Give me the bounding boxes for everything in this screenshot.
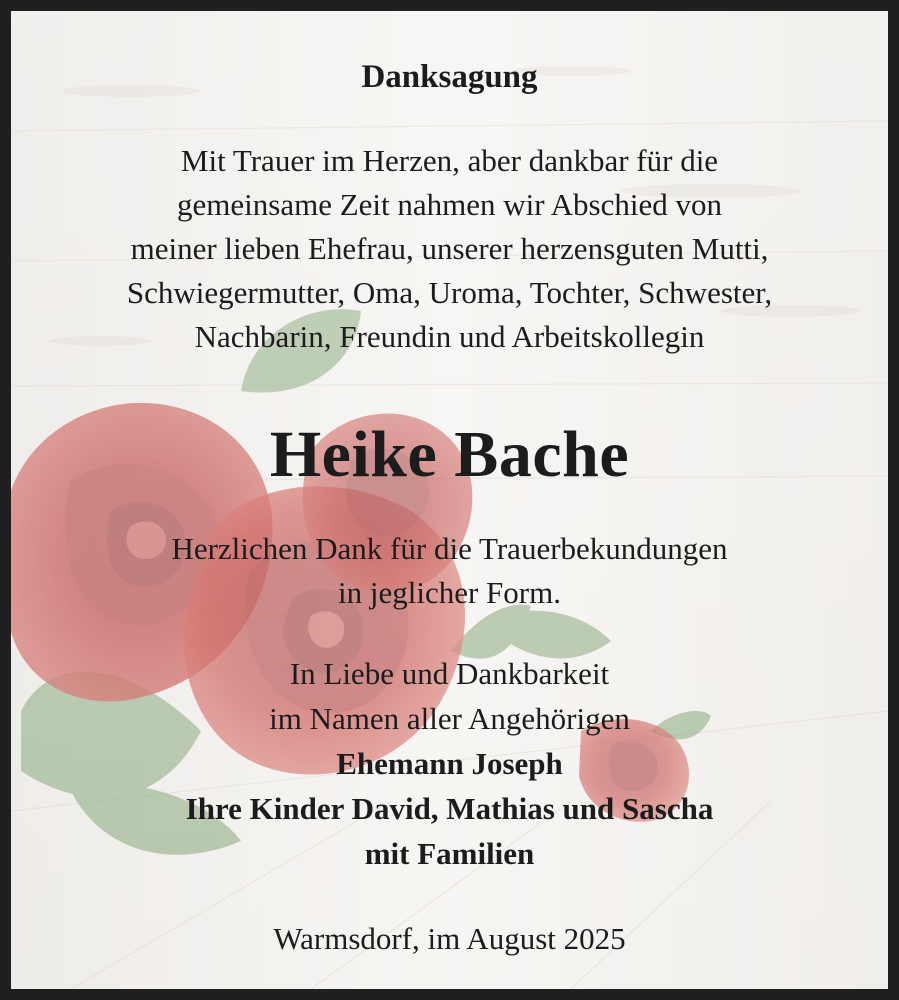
intro-line: Mit Trauer im Herzen, aber dankbar für die xyxy=(180,143,719,178)
deceased-name: Heike Bache xyxy=(269,418,630,491)
heading: Danksagung xyxy=(361,59,538,95)
intro-text xyxy=(11,139,888,359)
thanks-line: in jeglicher Form. xyxy=(338,575,561,610)
intro-line: gemeinsame Zeit nahmen wir Abschied von xyxy=(177,187,722,222)
intro-line: Nachbarin, Freundin und Arbeitskollegin xyxy=(194,319,705,354)
signatory-line: Ihre Kinder David, Mathias und Sascha xyxy=(185,791,714,826)
thanks-text xyxy=(11,527,888,615)
closing-block xyxy=(11,651,888,876)
intro-line: Schwiegermutter, Oma, Uroma, Tochter, Schwester, xyxy=(126,275,773,310)
closing-line: im Namen aller Angehörigen xyxy=(269,701,630,736)
closing-line: In Liebe und Dankbarkeit xyxy=(289,656,610,691)
place-date: Warmsdorf, im August 2025 xyxy=(273,921,626,956)
intro-line: meiner lieben Ehefrau, unserer herzensguten Mutti, xyxy=(130,231,769,266)
thanks-line: Herzlichen Dank für die Trauerbekundungen xyxy=(171,531,728,566)
signatory-line: Ehemann Joseph xyxy=(336,746,563,781)
signatory-line: mit Familien xyxy=(364,836,535,871)
